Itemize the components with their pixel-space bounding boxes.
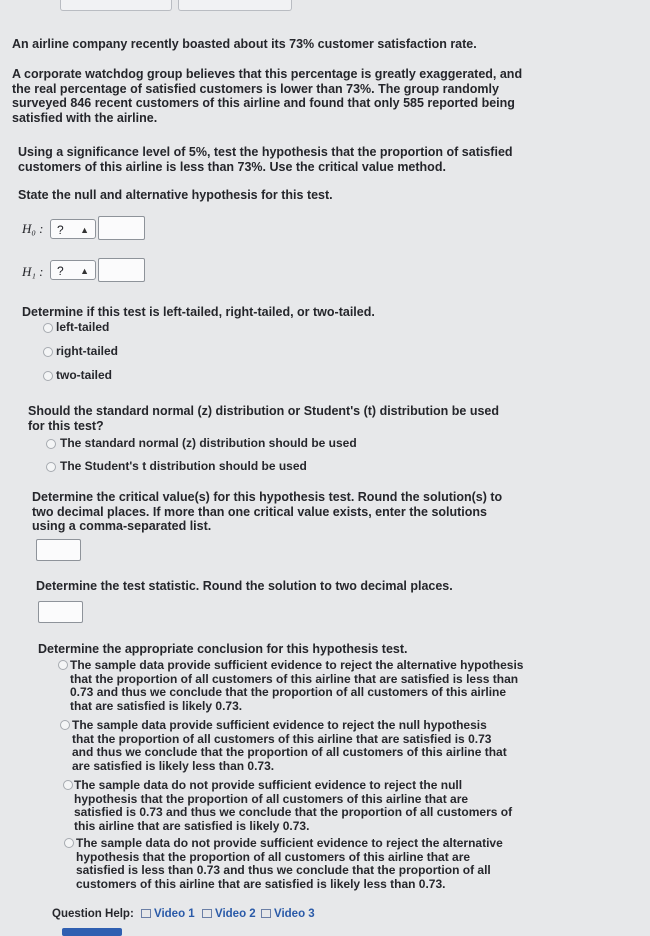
critical-value-input[interactable]: [36, 539, 81, 561]
tail-option: two-tailed: [56, 368, 112, 382]
top-tab[interactable]: [178, 0, 292, 11]
h0-select-value: ?: [57, 223, 64, 237]
top-tab[interactable]: [60, 0, 172, 11]
hypotheses-prompt: State the null and alternative hypothesis for this test.: [18, 188, 333, 202]
radio-two-tailed[interactable]: [43, 371, 53, 381]
video-1-link[interactable]: [141, 908, 195, 920]
h0-value-input[interactable]: [98, 216, 145, 240]
video-icon: [141, 909, 151, 918]
video-2-label: Video 2: [215, 908, 256, 920]
distribution-option: The Student's t distribution should be used: [60, 459, 307, 473]
video-1-label: Video 1: [154, 908, 195, 920]
problem-task: Using a significance level of 5%, test the hypothesis that the proportion of satisfied customers of this airline is less than 73%. Use the critical value method.: [18, 145, 513, 174]
statistic-prompt: Determine the test statistic. Round the solution to two decimal places.: [36, 579, 453, 593]
conclusion-option: The sample data provide sufficient evidence to reject the alternative hypothesis that the proportion of all customers of this airline that are satisfied is less than 0.73 and thus we conclude that the proportion of all customers of this airline that are satisfied is likely 0.73.: [70, 658, 524, 713]
conclusion-option: The sample data do not provide sufficient evidence to reject the alternative hypothesis that the proportion of all customers of this airline that are satisfied is less than 0.73 and thus we conclude that the proportion of all customers of this airline that are satisfied is likely less than 0.73.: [76, 836, 503, 891]
h0-label: H₀ :: [22, 221, 44, 236]
h1-value-input[interactable]: [98, 258, 145, 282]
conclusion-option: The sample data do not provide sufficient evidence to reject the null hypothesis that the proportion of all customers of this airline that are satisfied is 0.73 and thus we conclude that the proportion of all customers of this airline that are satisfied is likely 0.73.: [74, 778, 513, 833]
problem-scenario: A corporate watchdog group believes that this percentage is greatly exaggerated, and the real percentage of satisfied customers is lower than 73%. The group randomly surveyed 846 recent customers of this airline and found that only 585 reported being satisfied with the airline.: [12, 67, 523, 125]
test-statistic-input[interactable]: [38, 601, 83, 623]
radio-right-tailed[interactable]: [43, 347, 53, 357]
video-2-link[interactable]: [202, 908, 256, 920]
chevron-updown-icon: ▲: [80, 266, 89, 276]
h0-operator-select[interactable]: [50, 219, 96, 239]
distribution-prompt: Should the standard normal (z) distribution or Student's (t) distribution be used for this test?: [28, 404, 500, 433]
video-icon: [261, 909, 271, 918]
problem-intro: An airline company recently boasted about its 73% customer satisfaction rate.: [12, 37, 477, 51]
video-icon: [202, 909, 212, 918]
conclusion-option: The sample data provide sufficient evidence to reject the null hypothesis that the proportion of all customers of this airline that are satisfied is 0.73 and thus we conclude that the proportion of all customers of this airline that are satisfied is likely less than 0.73.: [72, 718, 507, 773]
h1-operator-select[interactable]: [50, 260, 96, 280]
question-help-label: Question Help:: [52, 908, 134, 920]
conclusion-prompt: Determine the appropriate conclusion for this hypothesis test.: [38, 642, 408, 656]
submit-button[interactable]: [62, 928, 122, 936]
radio-conclusion-4[interactable]: [64, 838, 74, 848]
critical-prompt: Determine the critical value(s) for this hypothesis test. Round the solution(s) to two decimal places. If more than one critical value exists, enter the solutions using a comma-separated list.: [32, 490, 503, 533]
video-3-label: Video 3: [274, 908, 315, 920]
distribution-option: The standard normal (z) distribution should be used: [60, 436, 357, 450]
radio-conclusion-2[interactable]: [60, 720, 70, 730]
tail-option: left-tailed: [56, 320, 110, 334]
h1-label: H₁ :: [22, 264, 44, 279]
video-3-link[interactable]: [261, 908, 315, 920]
radio-left-tailed[interactable]: [43, 323, 53, 333]
chevron-updown-icon: ▲: [80, 225, 89, 235]
radio-conclusion-1[interactable]: [58, 660, 68, 670]
radio-conclusion-3[interactable]: [63, 780, 73, 790]
h1-select-value: ?: [57, 264, 64, 278]
tail-prompt: Determine if this test is left-tailed, right-tailed, or two-tailed.: [22, 305, 375, 319]
radio-student-t[interactable]: [46, 462, 56, 472]
tail-option: right-tailed: [56, 344, 118, 358]
radio-standard-normal[interactable]: [46, 439, 56, 449]
